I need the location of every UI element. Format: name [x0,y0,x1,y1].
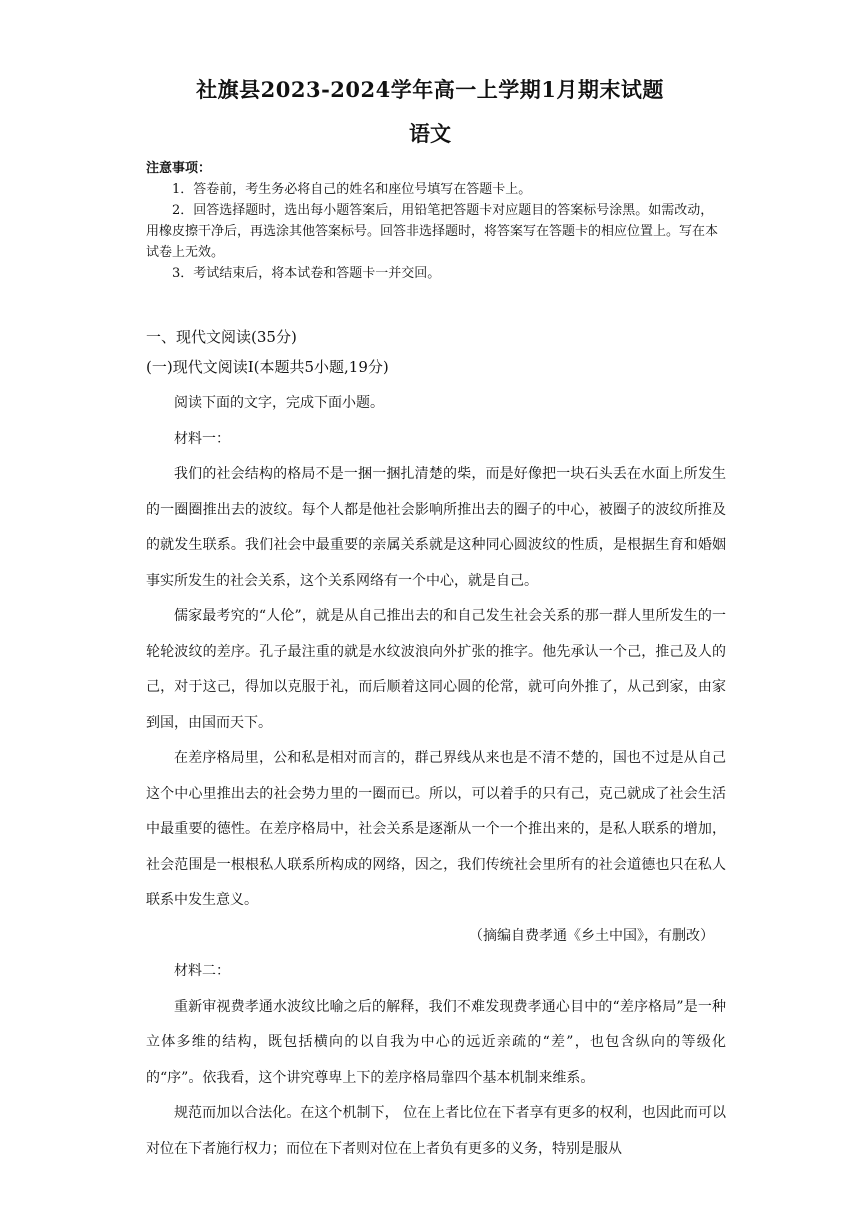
notice-item-2: 2．回答选择题时，选出每小题答案后，用铅笔把答题卡对应题目的答案标号涂黑。如需改动，用橡皮擦干净后，再选涂其他答案标号。回答非选择题时，将答案写在答题卡的相应位置上。写在本试卷上无效。 [146,203,719,260]
notice-item-3: 3．考试结束后，将本试卷和答题卡一并交回。 [172,266,441,281]
section-heading: 一、现代文阅读(35分) [146,328,297,346]
paragraph-1: 我们的社会结构的格局不是一捆一捆扎清楚的柴，而是好像把一块石头丢在水面上所发生的一圈圈推出去的波纹。每个人都是他社会影响所推出去的圈子的中心，被圈子的波纹所推及的就发生联系。我们社会中最重要的亲属关系就是这种同心圆波纹的性质，是根据生育和婚姻事实所发生的社会关系，这个关系网络有一个中心，就是自己。 [146,466,726,589]
paragraph-4: 重新审视费孝通水波纹比喻之后的解释，我们不难发现费孝通心目中的“差序格局”是一种立体多维的结构，既包括横向的以自我为中心的远近亲疏的“差”，也包含纵向的等级化的“序”。依我看，这个讲究尊卑上下的差序格局靠四个基本机制来维系。 [146,998,726,1086]
paragraph-2: 儒家最考究的“人伦”，就是从自己推出去的和自己发生社会关系的那一群人里所发生的一轮轮波纹的差序。孔子最注重的就是水纹波浪向外扩张的推字。他先承认一个己，推己及人的己，对于这己，得加以克服于礼，而后顺着这同心圆的伦常，就可向外推了，从己到家，由家到国，由国而天下。 [146,608,726,731]
section-subheading: (一)现代文阅读Ⅰ(本题共5小题,19分) [146,358,389,376]
material-1-label: 材料一： [174,430,230,447]
exam-title: 社旗县2023-2024学年高一上学期1月期末试题 [196,77,664,102]
source-citation: （摘编自费孝通《乡土中国》，有删改） [469,927,714,944]
reading-passage [146,386,726,1167]
notice-block [146,158,726,284]
material-2-label: 材料二： [174,963,230,979]
notice-item-1: 1．答卷前，考生务必将自己的姓名和座位号填写在答题卡上。 [172,182,532,197]
notice-title: 注意事项： [146,161,212,176]
subject-title: 语文 [409,121,451,146]
paragraph-3: 在差序格局里，公和私是相对而言的，群己界线从来也是不清不楚的，国也不过是从自己这个中心里推出去的社会势力里的一圈而已。所以，可以着手的只有己，克己就成了社会生活中最重要的德性。在差序格局中，社会关系是逐渐从一个一个推出来的，是私人联系的增加，社会范围是一根根私人联系所构成的网络，因之，我们传统社会里所有的社会道德也只在私人联系中发生意义。 [146,750,726,908]
paragraph-5: 规范而加以合法化。在这个机制下， 位在上者比位在下者享有更多的权利，也因此而可以对位在下者施行权力；而位在下者则对位在上者负有更多的义务，特别是服从 [146,1105,726,1157]
instruction-text: 阅读下面的文字，完成下面小题。 [174,395,384,411]
